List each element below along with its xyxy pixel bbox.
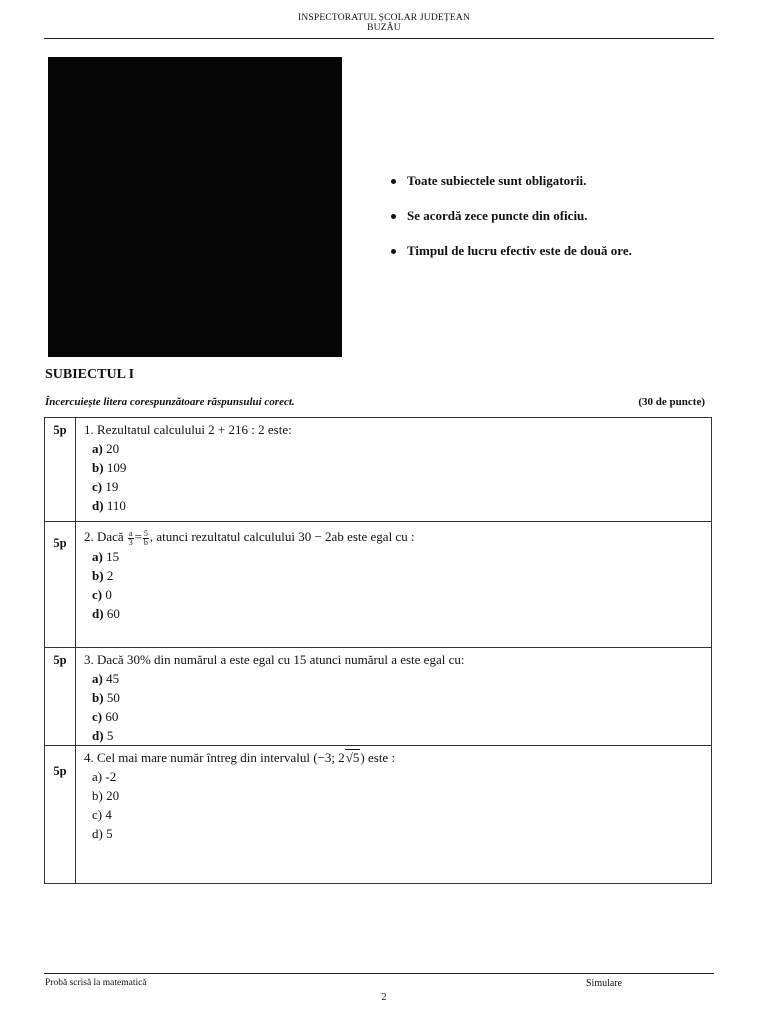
answer-option[interactable]: a) 15 [92,548,120,564]
answer-option[interactable]: b) 109 [92,460,127,475]
question-row [45,418,712,522]
footer-exam-type: Simulare [586,978,623,989]
answer-option[interactable]: d) 5 [92,826,113,841]
footer-subject: Probă scrisă la matematică [45,978,147,988]
answer-option[interactable]: b) 2 [92,567,114,583]
fraction-5-over-b: $\frac{5}{b}$ [143,528,148,547]
question-body [76,522,712,648]
rule-item: Se acordă zece puncte din oficiu. [388,207,728,242]
footer-divider [44,973,714,974]
answer-option[interactable]: b) 20 [92,788,120,803]
answer-option[interactable]: a) -2 [92,769,117,784]
question-row [45,648,712,746]
header-inspectorate: INSPECTORATUL ȘCOLAR JUDEȚEAN [297,13,471,23]
answer-option[interactable]: c) 4 [92,807,112,822]
sqrt-5: √5 [345,750,360,765]
rule-item: Toate subiectele sunt obligatorii. [388,172,728,207]
fraction-a-over-3: $\frac{a}{3}$ [128,528,133,547]
answer-option[interactable]: b) 50 [92,690,120,705]
question-body [76,418,712,522]
questions-table [44,417,712,884]
question-text: 3. Dacă 30% din numărul a este egal cu 15 atunci numărul a este egal cu: [84,652,465,667]
answer-option[interactable]: c) 60 [92,709,119,724]
question-text: 1. Rezultatul calculului 2 + 216 : 2 este: [84,422,292,437]
question-text: 2. Dacă $\frac{a}{3}$ = $\frac{5}{b}$ , atunci rezultatul calculului 30 − 2ab este egal cu : [84,528,415,547]
question-points: 5p [45,418,76,522]
answer-option[interactable]: a) 45 [92,671,120,686]
question-row [45,522,712,648]
question-points: 5p [45,648,76,746]
header-county: BUZĂU [367,23,401,33]
rule-item: Timpul de lucru efectiv este de două ore. [388,242,728,277]
question-text: 4. Cel mai mare număr întreg din intervalul (−3; 2√5) este : [84,750,396,765]
answer-option[interactable]: c) 19 [92,479,119,494]
bullet-icon [391,179,396,184]
header-divider [44,38,714,39]
question-body [76,746,712,884]
question-body [76,648,712,746]
answer-option[interactable]: a) 20 [92,441,120,456]
bullet-icon [391,214,396,219]
answer-option[interactable]: d) 110 [92,498,126,513]
exam-rules-list [388,172,728,277]
page-header [0,13,768,33]
section-title: SUBIECTUL I [45,367,135,382]
page-number: 2 [381,992,387,1003]
question-row [45,746,712,884]
section-points: (30 de puncte) [638,396,705,408]
section-instruction: Încercuiește litera corespunzătoare răspunsului corect. [45,396,295,408]
answer-option[interactable]: c) 0 [92,586,112,602]
redacted-image-block [48,57,342,357]
bullet-icon [391,249,396,254]
question-points: 5p [45,522,76,648]
answer-option[interactable]: d) 60 [92,605,120,621]
question-points: 5p [45,746,76,884]
answer-option[interactable]: d) 5 [92,728,114,743]
